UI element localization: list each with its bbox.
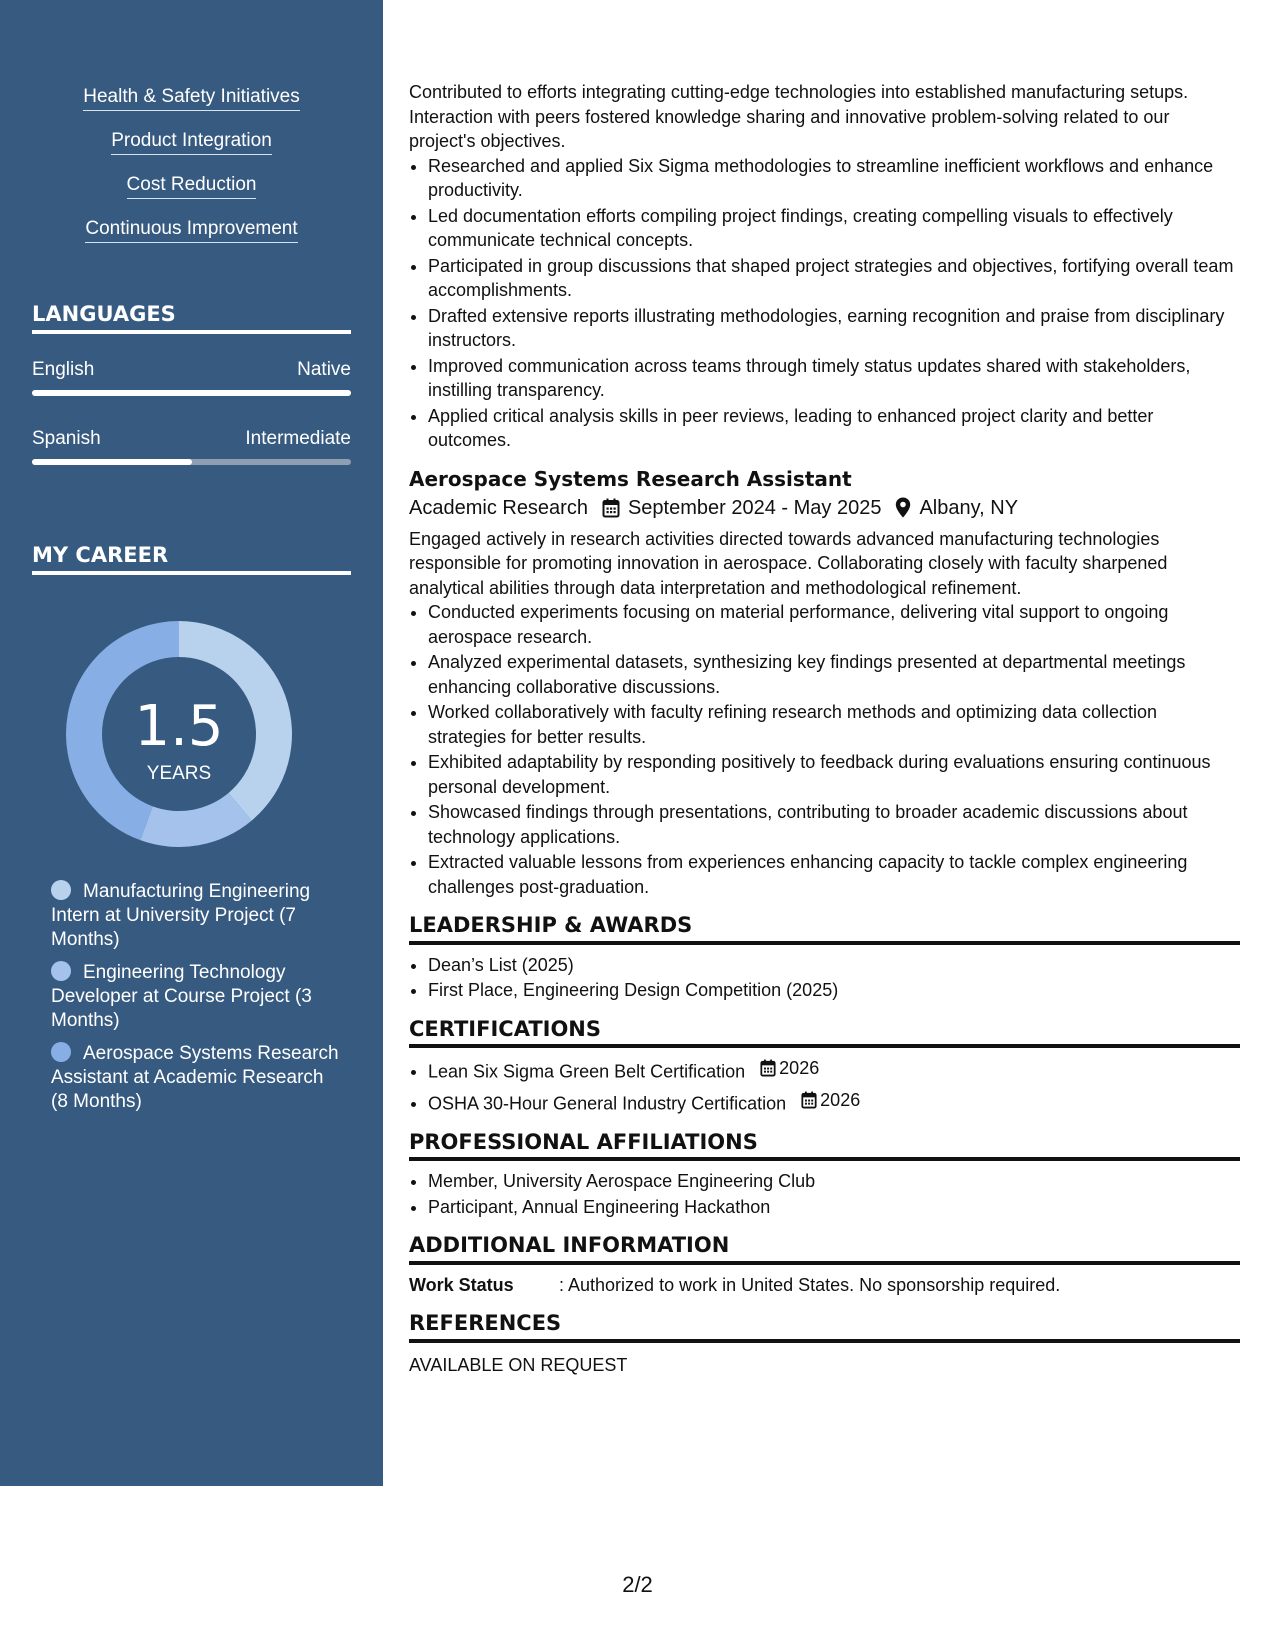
languages-heading: LANGUAGES [32, 302, 351, 334]
calendar-icon [602, 498, 620, 518]
leadership-item: • First Place, Engineering Design Competition (2025) [428, 978, 1240, 1003]
language-english [32, 359, 351, 396]
career-item [51, 1042, 341, 1114]
work-status-label: Work Status [409, 1274, 514, 1295]
job-bullet: • Extracted valuable lessons from experiences enhancing capacity to tackle complex engineering challenges post-graduation. [428, 850, 1240, 899]
affiliation-item: • Member, University Aerospace Engineering Club [428, 1169, 1240, 1194]
skill-item: Cost Reduction [127, 174, 257, 199]
job-dates: September 2024 - May 2025 [627, 496, 882, 519]
career-item [51, 961, 341, 1033]
job-bullet: • Researched and applied Six Sigma methodologies to streamline inefficient workflows and enhance productivity. [428, 154, 1240, 203]
affiliation-item: • Participant, Annual Engineering Hackathon [428, 1195, 1240, 1220]
language-name: Spanish [32, 428, 101, 449]
page-number: 2/2 [622, 1572, 653, 1597]
work-status [409, 1273, 1240, 1298]
language-name: English [32, 359, 95, 380]
career-item-text: Engineering Technology Developer at Course Project (3 Months) [51, 962, 312, 1031]
certification-name: Lean Six Sigma Green Belt Certification [428, 1061, 746, 1082]
section-heading-references: REFERENCES [409, 1311, 1240, 1343]
job-bullet: • Drafted extensive reports illustrating methodologies, earning recognition and praise from disciplinary instructors. [428, 304, 1240, 353]
job-meta [409, 493, 1240, 523]
language-bar [32, 390, 351, 396]
certification-year: 2026 [779, 1058, 820, 1078]
language-bar-fill [32, 459, 192, 465]
career-total: 1.5 [134, 694, 224, 759]
job-location: Albany, NY [919, 496, 1019, 519]
job-bullet: • Analyzed experimental datasets, synthesizing key findings presented at departmental meetings enhancing collaborative discussions. [428, 650, 1240, 699]
skill-item: Product Integration [111, 130, 272, 155]
job-bullet: • Worked collaboratively with faculty refining research methods and optimizing data collection strategies for better results. [428, 700, 1240, 749]
language-level: Native [297, 359, 351, 380]
skill-item: Health & Safety Initiatives [83, 86, 300, 111]
legend-dot [51, 961, 71, 981]
section-heading-certifications: CERTIFICATIONS [409, 1017, 1240, 1049]
certification-date [801, 1088, 860, 1113]
career-item [51, 880, 341, 952]
main-content [409, 80, 1240, 1377]
legend-dot [51, 880, 71, 900]
job-title: Aerospace Systems Research Assistant [409, 466, 852, 491]
skill-item: Continuous Improvement [85, 218, 297, 243]
skills-list [0, 86, 383, 262]
job-company: Academic Research [409, 496, 588, 519]
section-heading-leadership: LEADERSHIP & AWARDS [409, 913, 1240, 945]
work-status-value: : Authorized to work in United States. No sponsorship required. [559, 1274, 1061, 1295]
language-bar-fill [32, 390, 351, 396]
job-bullets [409, 154, 1240, 453]
certification-item [428, 1088, 1240, 1116]
career-item-text: Manufacturing Engineering Intern at University Project (7 Months) [51, 881, 311, 950]
career-list [51, 880, 341, 1123]
affiliations-list [409, 1169, 1240, 1219]
calendar-icon [760, 1059, 776, 1077]
job-bullet: • Applied critical analysis skills in peer reviews, leading to enhanced project clarity and better outcomes. [428, 404, 1240, 453]
donut-segment-1 [140, 793, 251, 847]
location-pin-icon [895, 497, 911, 518]
job-bullet: • Conducted experiments focusing on material performance, delivering vital support to ongoing aerospace research. [428, 600, 1240, 649]
section-heading-affiliations: PROFESSIONAL AFFILIATIONS [409, 1130, 1240, 1162]
job-summary: Contributed to efforts integrating cutting-edge technologies into established manufacturing setups. Interaction with peers fostered knowledge sharing and innovative problem-solving related to our project's objectives. [409, 82, 1189, 151]
language-bar [32, 459, 351, 465]
language-spanish [32, 428, 351, 465]
language-level: Intermediate [245, 428, 351, 449]
career-heading: MY CAREER [32, 543, 351, 575]
certification-year: 2026 [820, 1089, 861, 1110]
career-unit: YEARS [146, 763, 212, 784]
section-heading-additional: ADDITIONAL INFORMATION [409, 1233, 1240, 1265]
job-bullets [409, 600, 1240, 899]
certification-date [760, 1056, 819, 1081]
job-bullet: • Exhibited adaptability by responding positively to feedback during evaluations ensuring continuous personal development. [428, 750, 1240, 799]
calendar-icon [801, 1091, 817, 1109]
job-bullet: • Participated in group discussions that shaped project strategies and objectives, fortifying overall team accomplishments. [428, 254, 1240, 303]
job-bullet: • Improved communication across teams through timely status updates shared with stakeholders, instilling transparency. [428, 354, 1240, 403]
leadership-item: • Dean’s List (2025) [428, 953, 1240, 978]
leadership-list [409, 953, 1240, 1003]
job-bullet: • Led documentation efforts compiling project findings, creating compelling visuals to effectively communicate technical concepts. [428, 204, 1240, 253]
certification-name: OSHA 30-Hour General Industry Certification [428, 1093, 787, 1113]
references-text: AVAILABLE ON REQUEST [409, 1354, 628, 1375]
certifications-list [409, 1056, 1240, 1116]
sidebar [0, 0, 383, 1486]
job-summary: Engaged actively in research activities directed towards advanced manufacturing technologies responsible for promoting innovation in aerospace. Collaborating closely with faculty sharpened analytical abilities through data interpretation and methodological refinement. [409, 528, 1168, 598]
certification-item [428, 1056, 1240, 1084]
career-item-text: Aerospace Systems Research Assistant at Academic Research (8 Months) [51, 1043, 339, 1112]
career-donut-chart [66, 621, 292, 847]
legend-dot [51, 1042, 71, 1062]
job-bullet: • Showcased findings through presentations, contributing to broader academic discussions about technology applications. [428, 800, 1240, 849]
